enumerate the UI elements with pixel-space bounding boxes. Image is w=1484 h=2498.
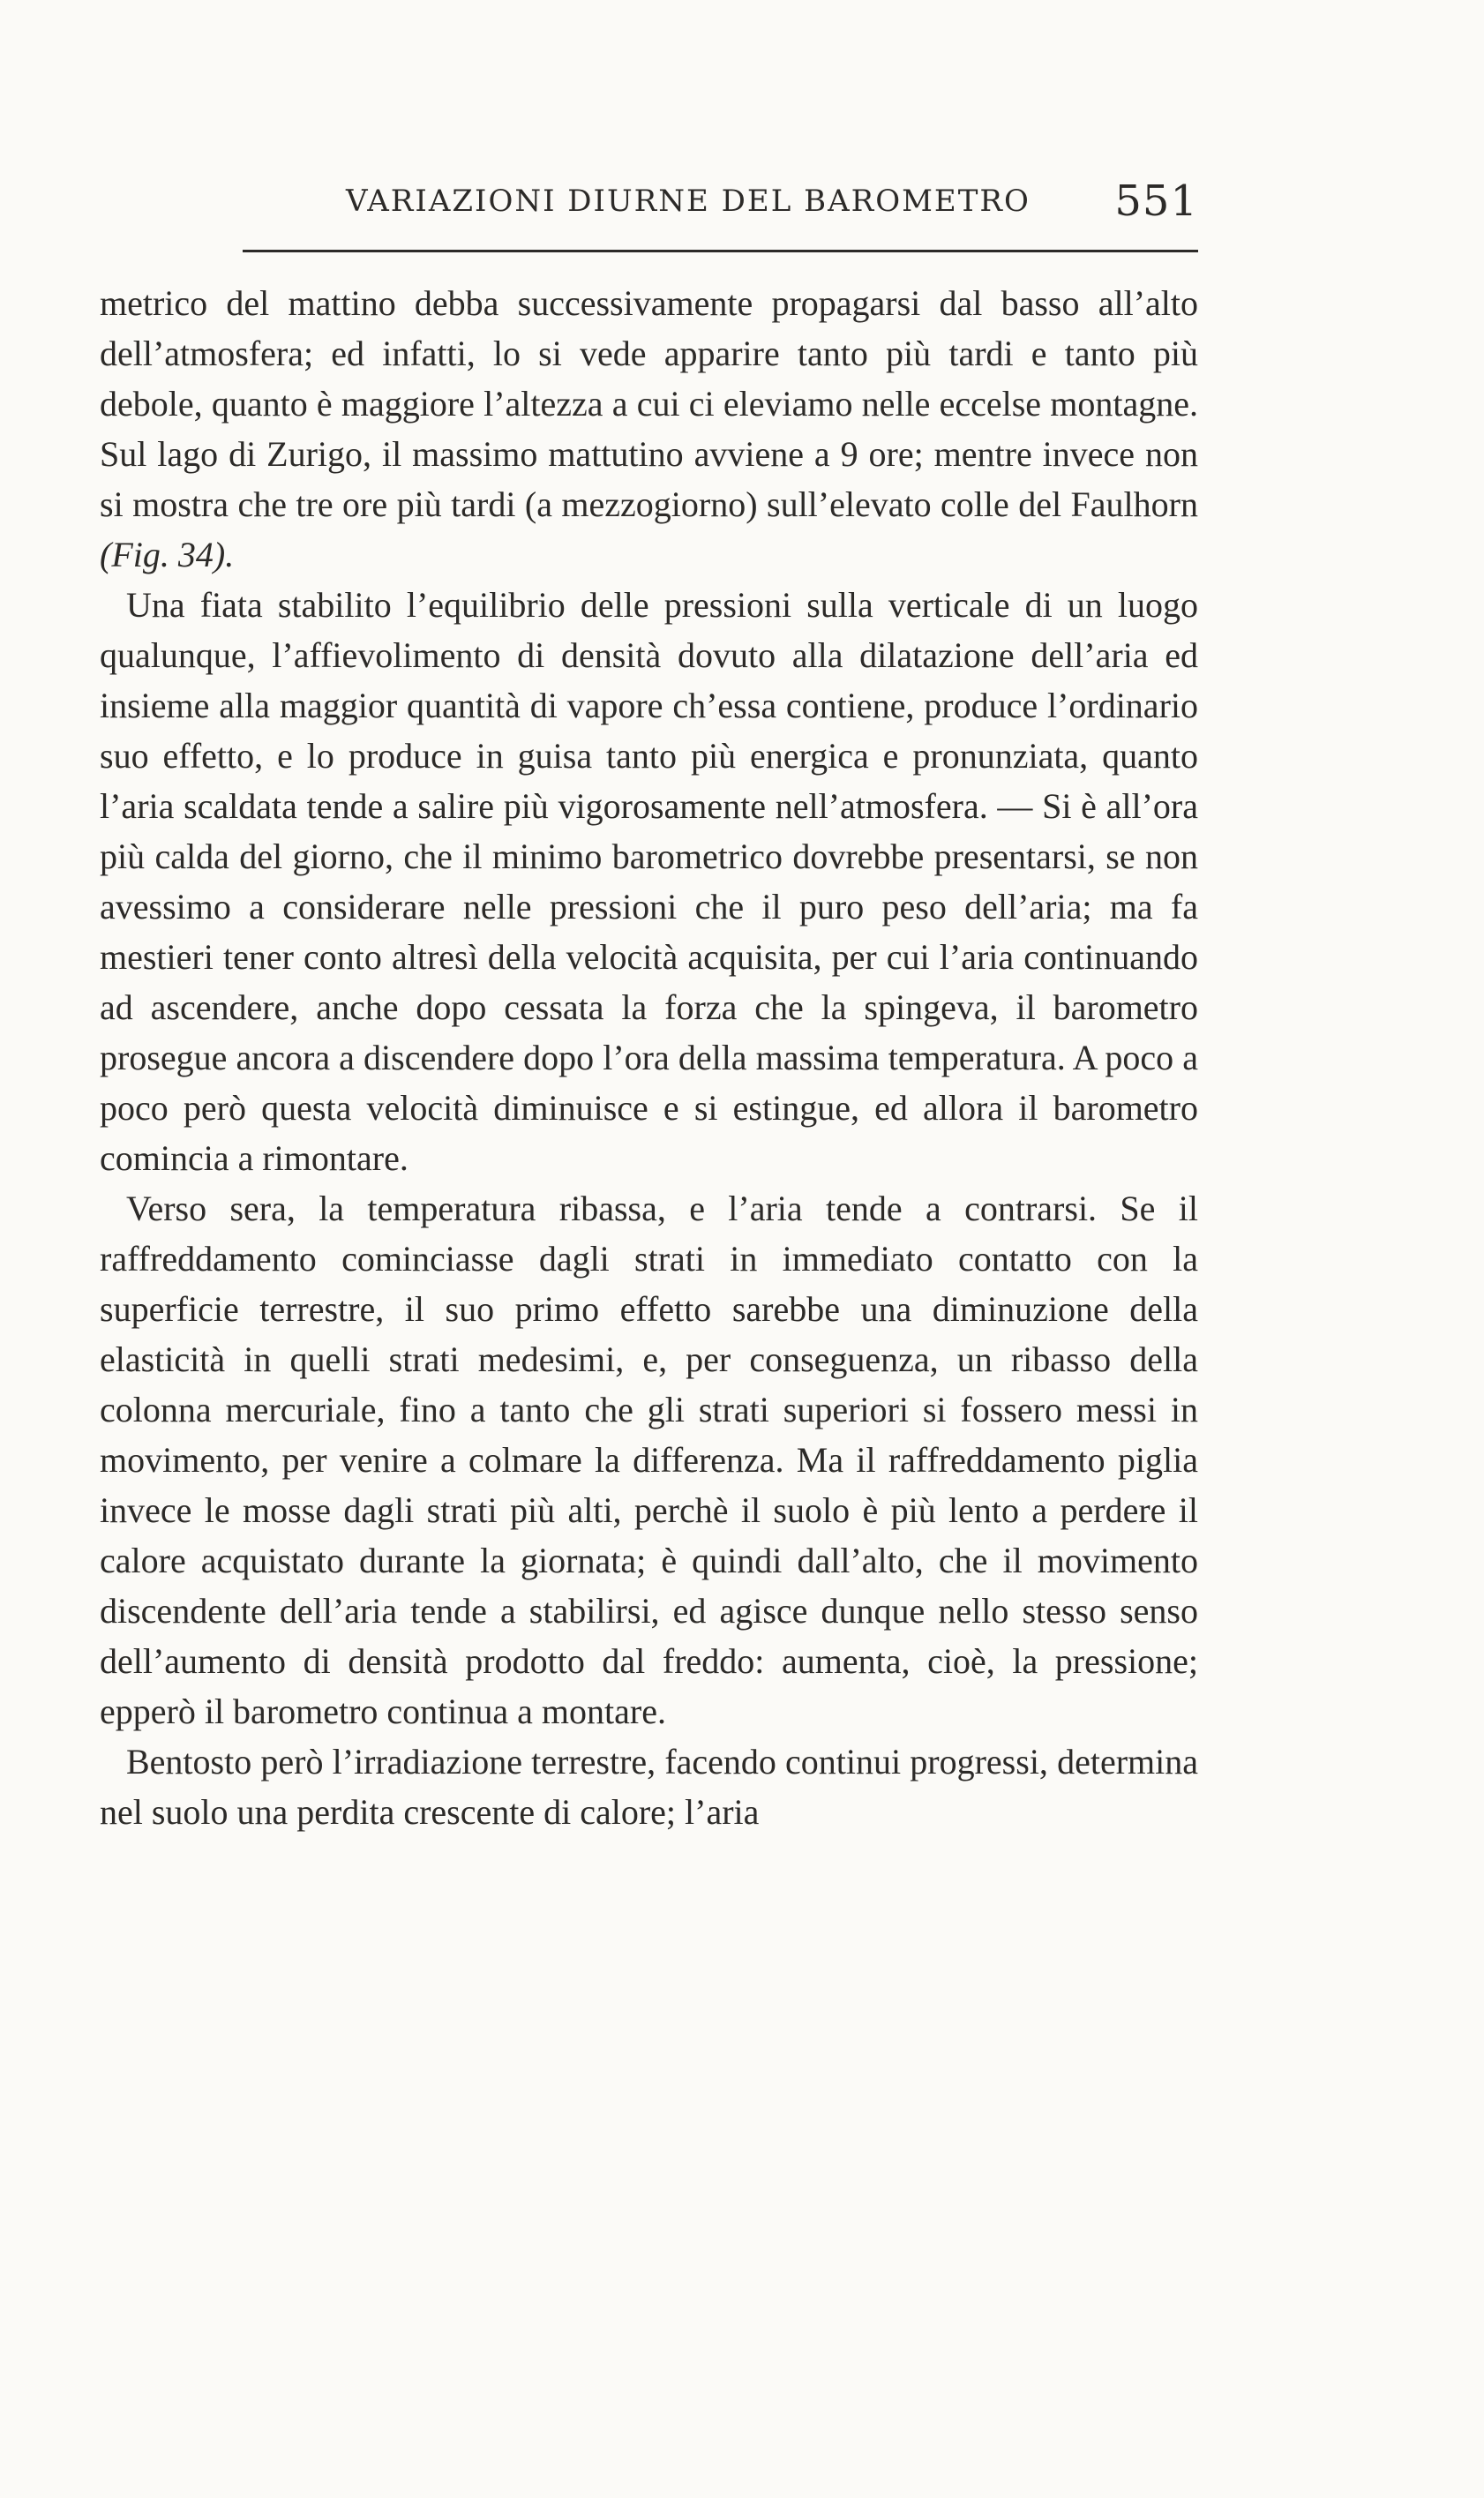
paragraph-3: Verso sera, la temperatura ribassa, e l’aria tende a contrarsi. Se il raffreddamento cominciasse dagli strati in immediato contatto con la superficie terrestre, il suo primo effetto sarebbe una diminuzione della elasticità in quelli strati medesimi, e, per conseguenza, un ribasso della colonna mercuriale, fino a tanto che gli strati superiori si fossero messi in movimento, per venire a colmare la differenza. Ma il raffreddamento piglia invece le mosse dagli strati più alti, perchè il suolo è più lento a perdere il calore acquistato durante la giornata; è quindi dall’alto, che il movimento discendente dell’aria tende a stabilirsi, ed agisce dunque nello stesso senso dell’aumento di densità prodotto dal freddo: aumenta, cioè, la pressione; epperò il barometro continua a montare. [100,1189,1198,1731]
page-number: 551 [1114,176,1198,226]
paragraph-1 [100,278,1198,580]
body-text [100,278,1198,1837]
running-title: VARIAZIONI DIURNE DEL BAROMETRO [346,184,1031,219]
paragraph-2: Una fiata stabilito l’equilibrio delle pressioni sulla verticale di un luogo qualunque, l’affievolimento di densità dovuto alla dilatazione dell’aria ed insieme alla maggior quantità di vapore ch’essa contiene, produce l’ordinario suo effetto, e lo produce in guisa tanto più energica e pronunziata, quanto l’aria scaldata tende a salire più vigorosamente nell’atmosfera. — Si è all’ora più calda del giorno, che il minimo barometrico dovrebbe presentarsi, se non avessimo a considerare nelle pressioni che il puro peso dell’aria; ma fa mestieri tener conto altresì della velocità acquisita, per cui l’aria continuando ad ascendere, anche dopo cessata la forza che la spingeva, il barometro prosegue ancora a discendere dopo l’ora della massima temperatura. A poco a poco però questa velocità diminuisce e si estingue, ed allora il barometro comincia a rimontare. [100,585,1198,1178]
figure-reference: (Fig. 34). [100,535,235,574]
running-head [243,176,1198,229]
paragraph-4: Bentosto però l’irradiazione terrestre, facendo continui progressi, determina nel suolo una perdita crescente di calore; l’aria [100,1742,1198,1832]
header-rule [243,250,1198,252]
paragraph-1-text: metrico del mattino debba successivamente propagarsi dal basso all’alto dell’atmosfera; ed infatti, lo si vede apparire tanto più tardi e tanto più debole, quanto è maggiore l’altezza a cui ci eleviamo nelle eccelse montagne. Sul lago di Zurigo, il massimo mattutino avviene a 9 ore; mentre invece non si mostra che tre ore più tardi (a mezzogiorno) sull’elevato colle del Faulhorn [100,283,1198,524]
